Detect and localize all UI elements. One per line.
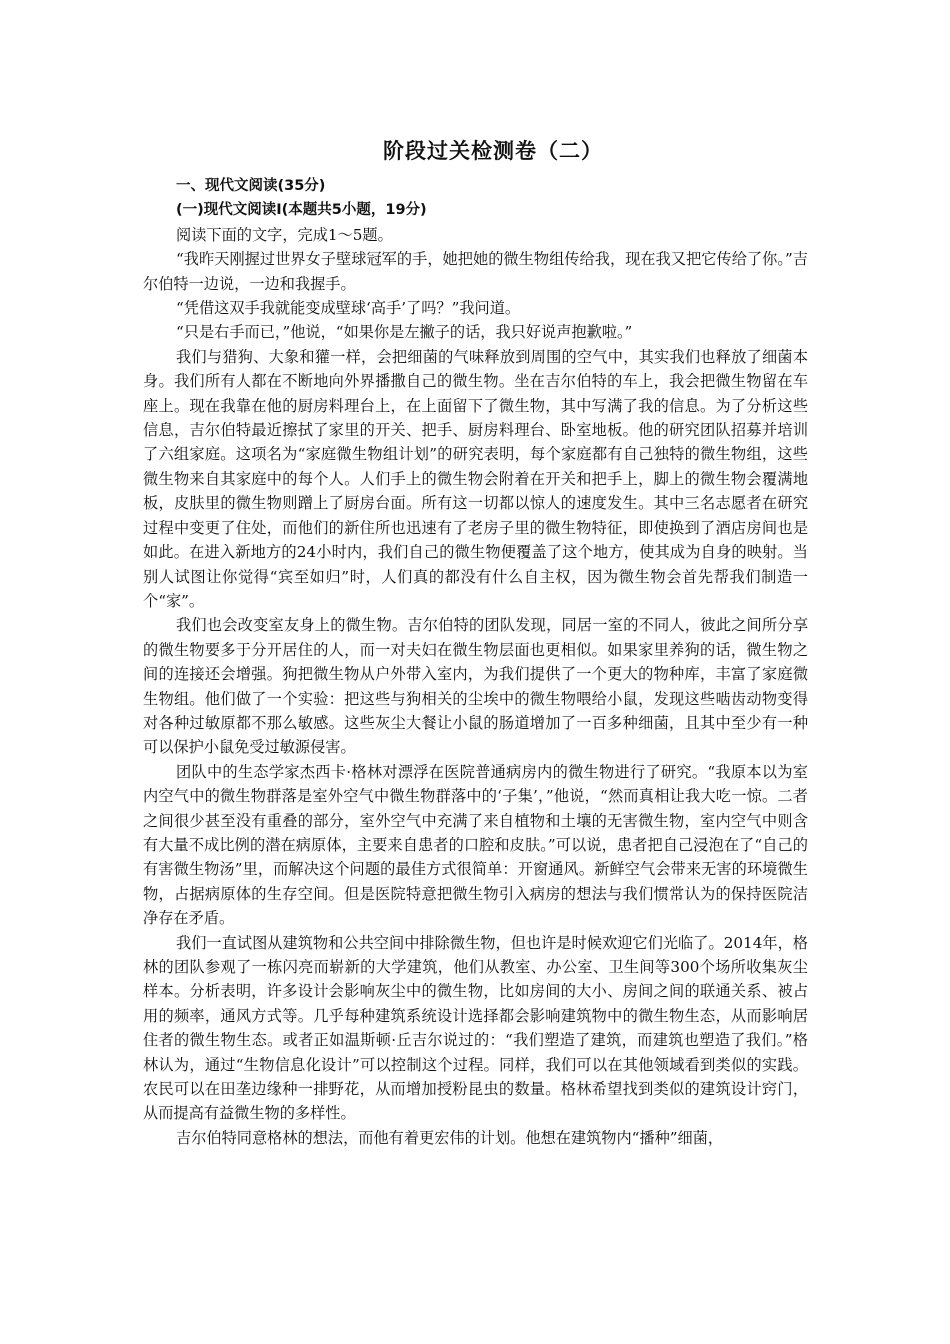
paragraph: 我们与猎狗、大象和獾一样，会把细菌的气味释放到周围的空气中，其实我们也释放了细菌本身。我们所有人都在不断地向外界播撒自己的微生物。坐在吉尔伯特的车上，我会把微生物留在车座上。现在我靠在他的厨房料理台上，在上面留下了微生物，其中写满了我的信息。为了分析这些信息，吉尔伯特最近擦拭了家里的开关、把手、厨房料理台、卧室地板。他的研究团队招募并培训了六组家庭。这项名为“家庭微生物组计划”的研究表明，每个家庭都有自己独特的微生物组，这些微生物来自其家庭中的每个人。人们手上的微生物会附着在开关和把手上，脚上的微生物会覆满地板，皮肤里的微生物则蹭上了厨房台面。所有这一切都以惊人的速度发生。其中三名志愿者在研究过程中变更了住处，而他们的新住所也迅速有了老房子里的微生物特征，即使换到了酒店房间也是如此。在进入新地方的24小时内，我们自己的微生物便覆盖了这个地方，使其成为自身的映射。当别人试图让你觉得“宾至如归”时，人们真的都没有什么自主权，因为微生物会首先帮我们制造一个“家”。 [143, 347, 808, 610]
paragraph: 吉尔伯特同意格林的想法，而他有着更宏伟的计划。他想在建筑物内“播种”细菌， [176, 1128, 724, 1147]
paragraph: 团队中的生态学家杰西卡·格林对漂浮在医院普通病房内的微生物进行了研究。“我原本以为室内空气中的微生物群落是室外空气中微生物群落中的‘子集’，”他说，“然而真相让我大吃一惊。二者之间很少甚至没有重叠的部分，室外空气中充满了来自植物和土壤的无害微生物，室内空气中则含有大量不成比例的潜在病原体，主要来自患者的口腔和皮肤。”可以说，患者把自己浸泡在了“自己的有害微生物汤”里，而解决这个问题的最佳方式很简单：开窗通风。新鲜空气会带来无害的环境微生物，占据病原体的生存空间。但是医院特意把微生物引入病房的想法与我们惯常认为的保持医院洁净存在矛盾。 [143, 762, 808, 928]
paragraph: “凭借这双手我就能变成壁球‘高手’了吗？”我问道。 [176, 299, 521, 318]
subsection-heading: (一)现代文阅读Ⅰ(本题共5小题，19分) [176, 202, 427, 219]
paragraph: “只是右手而已，”他说，“如果你是左撇子的话，我只好说声抱歉啦。” [176, 323, 633, 342]
paragraph: “我昨天刚握过世界女子壁球冠军的手，她把她的微生物组传给我，现在我又把它传给了你。”吉尔伯特一边说，一边和我握手。 [143, 250, 808, 293]
paragraph: 我们一直试图从建筑物和公共空间中排除微生物，但也许是时候欢迎它们光临了。2014年，格林的团队参观了一栋闪亮而崭新的大学建筑，他们从教室、办公室、卫生间等300个场所收集灰尘样本。分析表明，许多设计会影响灰尘中的微生物，比如房间的大小、房间之间的联通关系、被占用的频率，通风方式等。几乎每种建筑系统设计选择都会影响建筑物中的微生物生态，从而影响居住者的微生物生态。或者正如温斯顿·丘吉尔说过的：“我们塑造了建筑，而建筑也塑造了我们。”格林认为，通过“生物信息化设计”可以控制这个过程。同样，我们可以在其他领域看到类似的实践。农民可以在田垄边缘种一排野花，从而增加授粉昆虫的数量。格林希望找到类似的建筑设计窍门，从而提高有益微生物的多样性。 [143, 933, 808, 1123]
section-heading: 一、现代文阅读(35分) [176, 178, 326, 194]
instruction-text: 阅读下面的文字，完成1～5题。 [176, 225, 393, 244]
page-title: 阶段过关检测卷（二） [383, 139, 603, 163]
document-body [143, 174, 808, 1150]
paragraph: 我们也会改变室友身上的微生物。吉尔伯特的团队发现，同居一室的不同人，彼此之间所分享的微生物要多于分开居住的人，而一对夫妇在微生物层面也更相似。如果家里养狗的话，微生物之间的连接还会增强。狗把微生物从户外带入室内，为我们提供了一个更大的物种库，丰富了家庭微生物组。他们做了一个实验：把这些与狗相关的尘埃中的微生物喂给小鼠，发现这些啮齿动物变得对各种过敏原都不那么敏感。这些灰尘大餐让小鼠的肠道增加了一百多种细菌，且其中至少有一种可以保护小鼠免受过敏源侵害。 [143, 616, 808, 757]
